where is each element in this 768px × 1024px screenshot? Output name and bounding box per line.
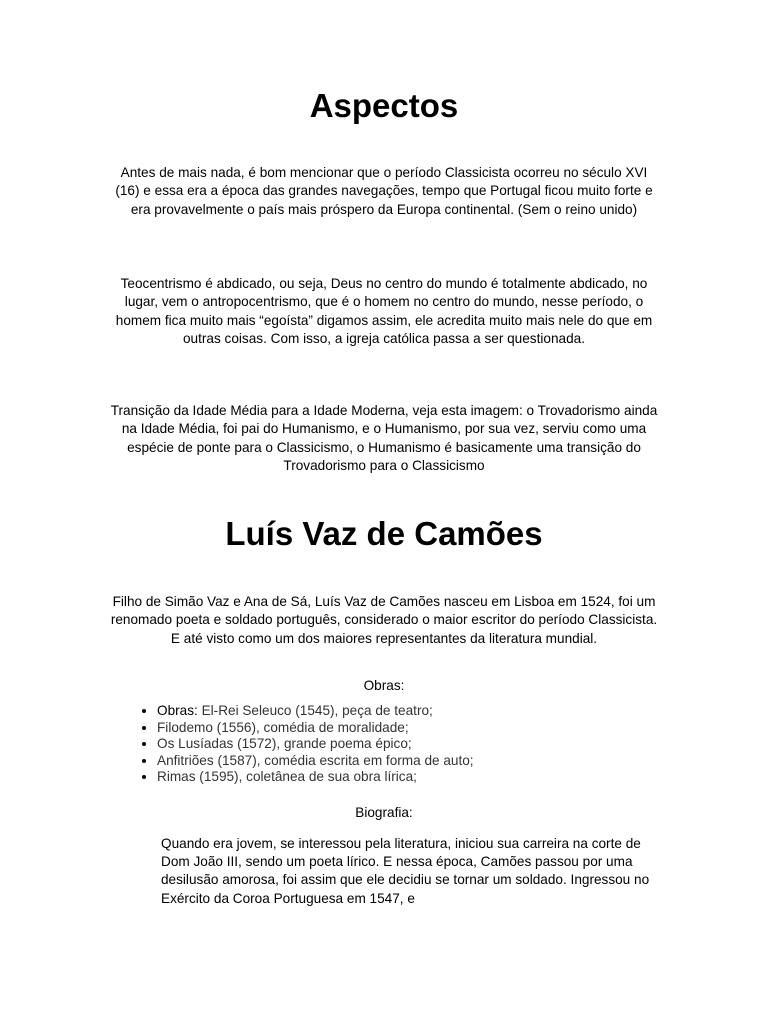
work-title: Filodemo (1556), comédia de moralidade;	[157, 719, 409, 735]
camoes-intro-paragraph: Filho de Simão Vaz e Ana de Sá, Luís Vaz de Camões nasceu em Lisboa em 1524, foi um renomado poeta e soldado português, considerado o maior escritor do período Classicista. E até visto como um dos maiores representantes da literatura mundial.	[110, 594, 658, 646]
camoes-heading: Luís Vaz de Camões	[225, 515, 543, 552]
list-item	[157, 753, 474, 770]
work-title: Os Lusíadas (1572), grande poema épico;	[157, 736, 412, 752]
aspectos-heading: Aspectos	[309, 87, 459, 124]
aspectos-paragraph-2: Teocentrismo é abdicado, ou seja, Deus no centro do mundo é totalmente abdicado, no lugar, vem o antropocentrismo, que é o homem no centro do mundo, nesse período, o homem fica muito mais “egoísta” digamos assim, ele acredita muito mais nele do que em outras coisas. Com isso, a igreja católica passa a ser questionada.	[115, 276, 653, 346]
obras-label: Obras:	[363, 678, 405, 693]
work-title: Rimas (1595), coletânea de sua obra lírica;	[157, 769, 417, 785]
list-item	[157, 720, 474, 737]
work-title: El-Rei Seleuco (1545), peça de teatro;	[201, 703, 433, 718]
works-lead-label: Obras:	[157, 703, 198, 718]
biografia-paragraph: Quando era jovem, se interessou pela literatura, iniciou sua carreira na corte de Dom João III, sendo um poeta lírico. E nessa época, Camões passou por uma desilusão amorosa, foi assim que ele decidiu se tornar um soldado. Ingressou no Exército da Coroa Portuguesa em 1547, e	[161, 836, 650, 906]
list-item	[157, 736, 474, 753]
aspectos-paragraph-1: Antes de mais nada, é bom mencionar que o período Classicista ocorreu no século XVI (16) e essa era a época das grandes navegações, tempo que Portugal ficou muito forte e era provavelmente o país mais próspero da Europa continental. (Sem o reino unido)	[115, 165, 653, 217]
list-item	[157, 703, 474, 720]
works-list	[134, 703, 474, 786]
aspectos-paragraph-3: Transição da Idade Média para a Idade Moderna, veja esta imagem: o Trovadorismo ainda na Idade Média, foi pai do Humanismo, e o Humanismo, por sua vez, serviu como uma espécie de ponte para o Classicismo, o Humanismo é basicamente uma transição do Trovadorismo para o Classicismo	[110, 403, 658, 473]
biografia-label: Biografia:	[355, 805, 413, 820]
list-item	[157, 769, 474, 786]
work-title: Anfitriões (1587), comédia escrita em forma de auto;	[157, 752, 474, 768]
